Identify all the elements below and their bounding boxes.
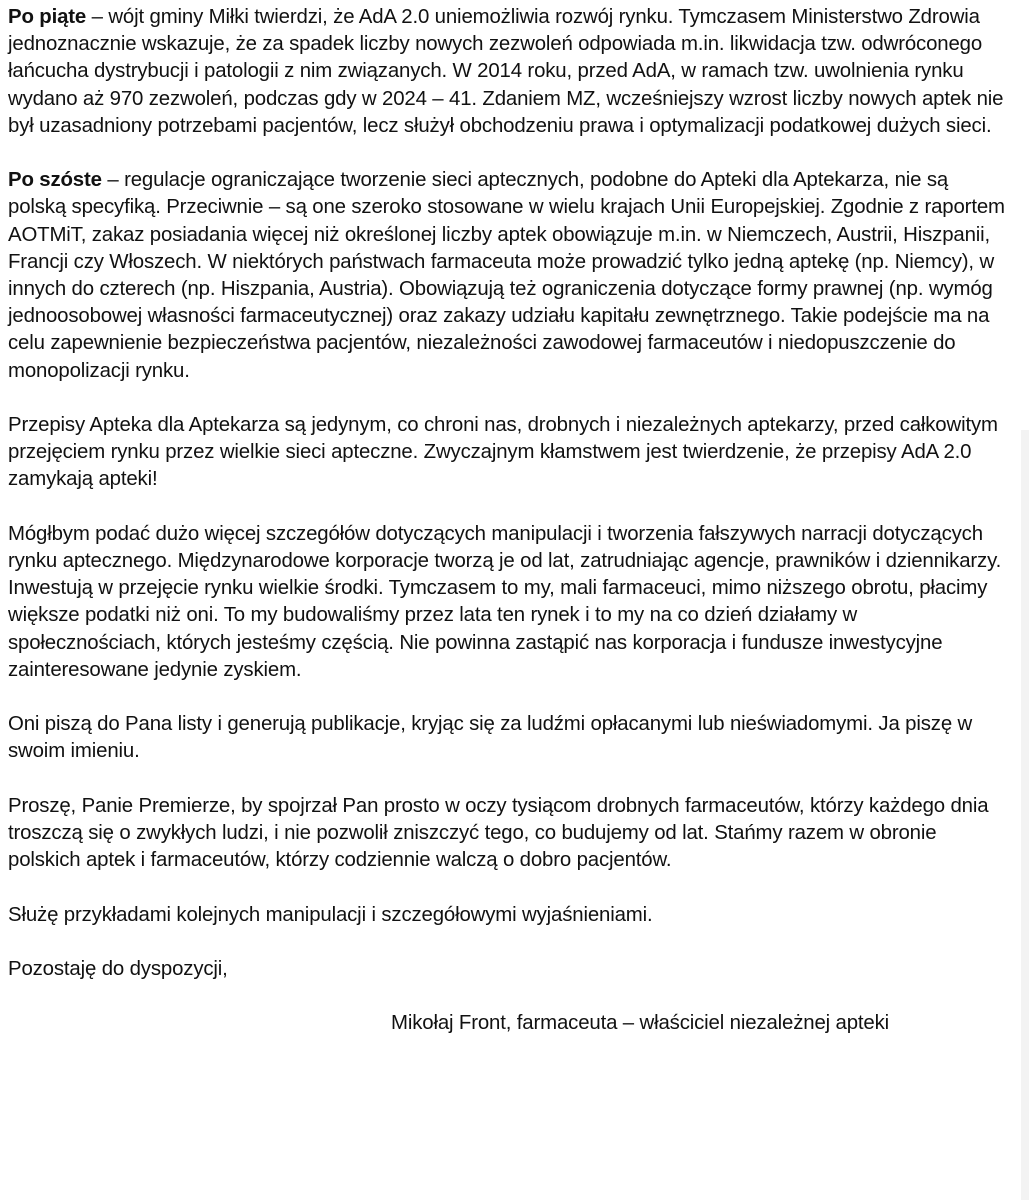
paragraph-listy: Oni piszą do Pana listy i generują publikacje, kryjąc się za ludźmi opłacanymi lub nieświadomymi. Ja piszę w swoim imieniu. (8, 713, 973, 763)
paragraph-po-piate (8, 4, 1008, 140)
paragraph-apel: Proszę, Panie Premierze, by spojrzał Pan prosto w oczy tysiącom drobnych farmaceutów, którzy każdego dnia troszczą się o zwykłych ludzi, i nie pozwolił zniszczyć tego, co budujemy od lat. Stańmy razem w obronie polskich aptek i farmaceutów, którzy codziennie walczą o dobro pacjentów. (8, 794, 989, 872)
paragraph-text: – regulacje ograniczające tworzenie sieci aptecznych, podobne do Apteki dla Aptekarza, nie są polską specyfiką. Przeciwnie – są one szeroko stosowane w wielu krajach Unii Europejskiej. Zgodnie z raportem AOTMiT, zakaz posiadania więcej niż określonej liczby aptek obowiązuje m.in. w Niemczech, Austrii, Hiszpanii, Francji czy Włoszech. W niektórych państwach farmaceuta może prowadzić tylko jedną aptekę (np. Niemcy), w innych do czterech (np. Hiszpania, Austria). Obowiązują też ograniczenia dotyczące formy prawnej (np. wymóg jednoosobowej własności farmaceutycznej) oraz zakazy udziału kapitału zewnętrznego. Takie podejście ma na celu zapewnienie bezpieczeństwa pacjentów, niezależności zawodowej farmaceutów i niedopuszczenie do monopolizacji rynku. (8, 169, 1005, 382)
paragraph-pozostaje: Pozostaję do dyspozycji, (8, 958, 228, 980)
paragraph-ada-przepisy: Przepisy Apteka dla Aptekarza są jedynym, co chroni nas, drobnych i niezależnych aptekarzy, przed całkowitym przejęciem rynku przez wielkie sieci apteczne. Zwyczajnym kłamstwem jest twierdzenie, że przepisy AdA 2.0 zamykają apteki! (8, 414, 998, 491)
paragraph-manipulacje: Mógłbym podać dużo więcej szczegółów dotyczących manipulacji i tworzenia fałszywych narracji dotyczących rynku aptecznego. Międzynarodowe korporacje tworzą je od lat, zatrudniając agencje, prawników i dziennikarzy. Inwestują w przejęcie rynku wielkie środki. Tymczasem to my, mali farmaceuci, mimo niższego obrotu, płacimy większe podatki niż oni. To my budowaliśmy przez lata ten rynek i to my na co dzień działamy w społecznościach, których jesteśmy częścią. Nie powinna zastąpić nas korporacja i fundusze inwestycyjne zainteresowane jedynie zyskiem. (8, 522, 1002, 681)
paragraph-po-szoste (8, 167, 1008, 385)
scroll-edge (1021, 430, 1029, 1200)
paragraph-lead: Po piąte (8, 6, 87, 28)
paragraph-lead: Po szóste (8, 169, 102, 192)
document-body (8, 4, 1008, 1038)
paragraph-sluze: Służę przykładami kolejnych manipulacji i szczegółowymi wyjaśnieniami. (8, 903, 653, 926)
signature: Mikołaj Front, farmaceuta – właściciel niezależnej apteki (391, 1012, 890, 1035)
paragraph-text: – wójt gminy Miłki twierdzi, że AdA 2.0 uniemożliwia rozwój rynku. Tymczasem Ministerstwo Zdrowia jednoznacznie wskazuje, że za spadek liczby nowych zezwoleń odpowiada m.in. likwidacja tzw. odwróconego łańcucha dystrybucji i patologii z nim związanych. W 2014 roku, przed AdA, w ramach tzw. uwolnienia rynku wydano aż 970 zezwoleń, podczas gdy w 2024 – 41. Zdaniem MZ, wcześniejszy wzrost liczby nowych aptek nie był uzasadniony potrzebami pacjentów, lecz służył obchodzeniu prawa i optymalizacji podatkowej dużych sieci. (8, 6, 1004, 137)
